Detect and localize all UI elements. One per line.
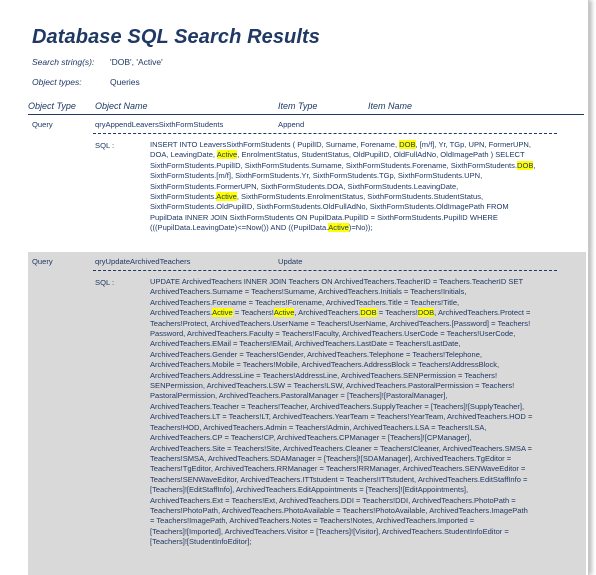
sql-line — [150, 339, 532, 349]
sql-label: SQL : — [95, 141, 115, 150]
row-divider — [93, 270, 557, 271]
search-match-highlight: Active — [216, 150, 238, 160]
sql-line — [150, 277, 532, 287]
sql-line — [150, 171, 535, 181]
sql-line — [150, 350, 532, 360]
object-types-label: Object types: — [32, 77, 82, 87]
sql-fragment: = Teachers! — [232, 308, 274, 318]
column-header-item-name: Item Name — [368, 101, 413, 111]
object-types-value: Queries — [110, 77, 140, 87]
search-match-highlight: DOB — [399, 140, 416, 149]
sql-line — [150, 506, 532, 516]
column-header-item-type: Item Type — [278, 101, 318, 111]
search-match-highlight: Active — [216, 192, 237, 202]
sql-line — [150, 360, 532, 370]
search-match-highlight: DOB — [360, 308, 377, 318]
search-match-highlight: DOB — [517, 160, 534, 170]
sql-fragment: SixthFormStudents.FormerUPN, SixthFormStudents.DOA, SixthFormStudents.LeavingDate, — [150, 181, 459, 191]
sql-line — [150, 402, 532, 412]
sql-text — [150, 277, 532, 548]
sql-fragment: )=No)); — [348, 223, 373, 233]
sql-fragment: SixthFormStudents.PupilID, SixthFormStudents.Surname, SixthFormStudents.Forename, SixthFormStudents. — [150, 160, 518, 170]
sql-line — [150, 319, 532, 329]
sql-line — [150, 433, 532, 443]
sql-fragment: DOA, LeavingDate, — [150, 150, 217, 160]
sql-fragment: Teachers!SENWaveEditor, ArchivedTeachers.ITTstudent = Teachers!ITTstudent, ArchivedTeachers.EditStaffInfo = — [150, 474, 528, 484]
sql-fragment: , — [533, 160, 536, 170]
sql-fragment: = Teachers! — [376, 308, 418, 318]
sql-fragment: (((PupilData.LeavingDate)<=Now()) AND ((PupilData. — [150, 223, 329, 233]
sql-line — [150, 464, 532, 474]
header-divider — [28, 114, 584, 115]
sql-line — [150, 527, 532, 537]
sql-fragment: , SixthFormStudents.EnrolmentStatus, SixthFormStudents.StudentStatus, — [236, 192, 484, 202]
sql-line — [150, 161, 535, 171]
sql-fragment: SixthFormStudents. — [150, 192, 217, 202]
row-item-type: Append — [278, 120, 305, 129]
sql-line — [150, 140, 535, 150]
row-object-type: Query — [32, 257, 53, 266]
sql-fragment: SixthFormStudents.OldPupilID, SixthFormStudents.OldFullAdNo, SixthFormStudents.OldImagePath FROM — [150, 202, 509, 212]
sql-fragment: ArchivedTeachers. — [150, 308, 213, 318]
row-divider — [93, 133, 557, 134]
sql-line — [150, 454, 532, 464]
sql-fragment: Teachers!HOD, ArchivedTeachers.Admin = Teachers!Admin, ArchivedTeachers.LSA = Teachers!LSA, — [150, 422, 487, 432]
column-header-object-name: Object Name — [95, 101, 148, 111]
sql-label: SQL : — [95, 278, 115, 287]
row-object-name: qryAppendLeaversSixthFormStudents — [95, 120, 224, 129]
sql-fragment: [Teachers]![StudentInfoEditor]; — [150, 537, 252, 547]
sql-fragment: , [m/f], Yr, TGp, UPN, FormerUPN, — [415, 140, 531, 149]
sql-line — [150, 287, 532, 297]
report-title: Database SQL Search Results — [32, 26, 321, 48]
sql-line — [150, 150, 535, 160]
sql-fragment: PupilData INNER JOIN SixthFormStudents ON PupilData.PupilID = SixthFormStudents.PupilID WHERE — [150, 212, 498, 222]
sql-fragment: UPDATE ArchivedTeachers INNER JOIN Teachers ON ArchivedTeachers.TeacherID = Teachers.TeacherID SET — [150, 277, 524, 286]
sql-fragment: ArchivedTeachers.AddressLine = Teachers!AddressLine, ArchivedTeachers.SENPermission = Teachers! — [150, 370, 498, 380]
sql-fragment: = Teachers!ImagePath, ArchivedTeachers.Notes = Teachers!Notes, ArchivedTeachers.Imported = — [150, 516, 475, 526]
sql-fragment: [Teachers]![Imported], ArchivedTeachers.Visitor = [Teachers]![Visitor], ArchivedTeachers.StudentInfoEditor = — [150, 526, 509, 536]
sql-line — [150, 391, 532, 401]
sql-fragment: ArchivedTeachers.Mobile = Teachers!Mobile, ArchivedTeachers.AddressBlock = Teachers!AddressBlock, — [150, 360, 500, 370]
sql-fragment: SixthFormStudents.[m/f], SixthFormStudents.Yr, SixthFormStudents.TGp, SixthFormStudents.UPN, — [150, 171, 483, 181]
search-match-highlight: Active — [273, 308, 295, 318]
sql-fragment: ArchivedTeachers.Teacher = Teachers!Teacher, ArchivedTeachers.SupplyTeacher = [Teachers]![SupplyTeacher], — [150, 401, 525, 411]
row-object-name: qryUpdateArchivedTeachers — [95, 257, 191, 266]
sql-fragment: ArchivedTeachers.Site = Teachers!Site, ArchivedTeachers.Cleaner = Teachers!Cleaner, ArchivedTeachers.SMSA = — [150, 443, 533, 453]
sql-line — [150, 516, 532, 526]
sql-line — [150, 182, 535, 192]
sql-fragment: ArchivedTeachers.Forename = Teachers!Forename, ArchivedTeachers.Title = Teachers!Title, — [150, 297, 460, 307]
sql-fragment: Teachers!SMSA, ArchivedTeachers.SDAManager = [Teachers]![SDAManager], ArchivedTeachers.TgEditor = — [150, 453, 512, 463]
sql-line — [150, 475, 532, 485]
sql-line — [150, 213, 535, 223]
sql-fragment: ArchivedTeachers.Gender = Teachers!Gender, ArchivedTeachers.Telephone = Teachers!Telephone, — [150, 349, 482, 359]
sql-fragment: Teachers!Protect, ArchivedTeachers.UserName = Teachers!UserName, ArchivedTeachers.[Password] = Teachers! — [150, 318, 531, 328]
sql-fragment: ArchivedTeachers.LT = Teachers!LT, ArchivedTeachers.YearTeam = Teachers!YearTeam, ArchivedTeachers.HOD = — [150, 412, 533, 422]
sql-fragment: ArchivedTeachers.Surname = Teachers!Surname, ArchivedTeachers.Initials = Teachers!Initials, — [150, 287, 467, 297]
sql-line — [150, 308, 532, 318]
sql-fragment: , ArchivedTeachers. — [294, 308, 361, 318]
sql-fragment: SENPermission, ArchivedTeachers.LSW = Teachers!LSW, ArchivedTeachers.PastoralPermission = Teachers! — [150, 381, 515, 391]
row-item-type: Update — [278, 257, 303, 266]
sql-line — [150, 444, 532, 454]
sql-fragment: ArchivedTeachers.Ext = Teachers!Ext, ArchivedTeachers.DDI = Teachers!DDI, ArchivedTeachers.PhotoPath = — [150, 495, 516, 505]
sql-fragment: Password, ArchivedTeachers.Faculty = Teachers!Faculty, ArchivedTeachers.UserCode = Teachers!UserCode, — [150, 329, 516, 339]
sql-fragment: Teachers!PhotoPath, ArchivedTeachers.PhotoAvailable = Teachers!PhotoAvailable, ArchivedTeachers.ImagePath — [150, 505, 528, 515]
sql-line — [150, 371, 532, 381]
search-match-highlight: Active — [328, 223, 349, 233]
sql-text — [150, 140, 535, 234]
row-object-type: Query — [32, 120, 53, 129]
sql-fragment: , ArchivedTeachers.Protect = — [434, 308, 531, 318]
search-strings-value: 'DOB', 'Active' — [110, 57, 163, 67]
column-header-object-type: Object Type — [28, 101, 76, 111]
sql-line — [150, 223, 535, 233]
sql-fragment: PastoralPermission, ArchivedTeachers.PastoralManager = [Teachers]![PastoralManager], — [150, 391, 448, 401]
sql-line — [150, 381, 532, 391]
sql-line — [150, 202, 535, 212]
search-strings-label: Search string(s): — [32, 57, 95, 67]
sql-fragment: Teachers!TgEditor, ArchivedTeachers.RRManager = Teachers!RRManager, ArchivedTeachers.SENWaveEditor = — [150, 464, 526, 474]
sql-fragment: ArchivedTeachers.CP = Teachers!CP, ArchivedTeachers.CPManager = [Teachers]![CPManager], — [150, 433, 472, 443]
sql-line — [150, 485, 532, 495]
sql-line — [150, 298, 532, 308]
sql-fragment: [Teachers]![EditStaffInfo], ArchivedTeachers.EditAppointments = [Teachers]![EditAppointments], — [150, 485, 469, 495]
sql-fragment: ArchivedTeachers.EMail = Teachers!EMail, ArchivedTeachers.LastDate = Teachers!LastDate, — [150, 339, 461, 349]
sql-fragment: INSERT INTO LeaversSixthFormStudents ( PupilID, Surname, Forename, — [150, 140, 400, 149]
sql-line — [150, 423, 532, 433]
sql-line — [150, 329, 532, 339]
search-match-highlight: Active — [212, 308, 233, 318]
sql-line — [150, 192, 535, 202]
sql-line — [150, 537, 532, 547]
sql-line — [150, 496, 532, 506]
search-match-highlight: DOB — [417, 308, 435, 318]
sql-line — [150, 412, 532, 422]
sql-fragment: , EnrolmentStatus, StudentStatus, OldPupilID, OldFullAdNo, OldImagePath ) SELECT — [237, 150, 525, 160]
